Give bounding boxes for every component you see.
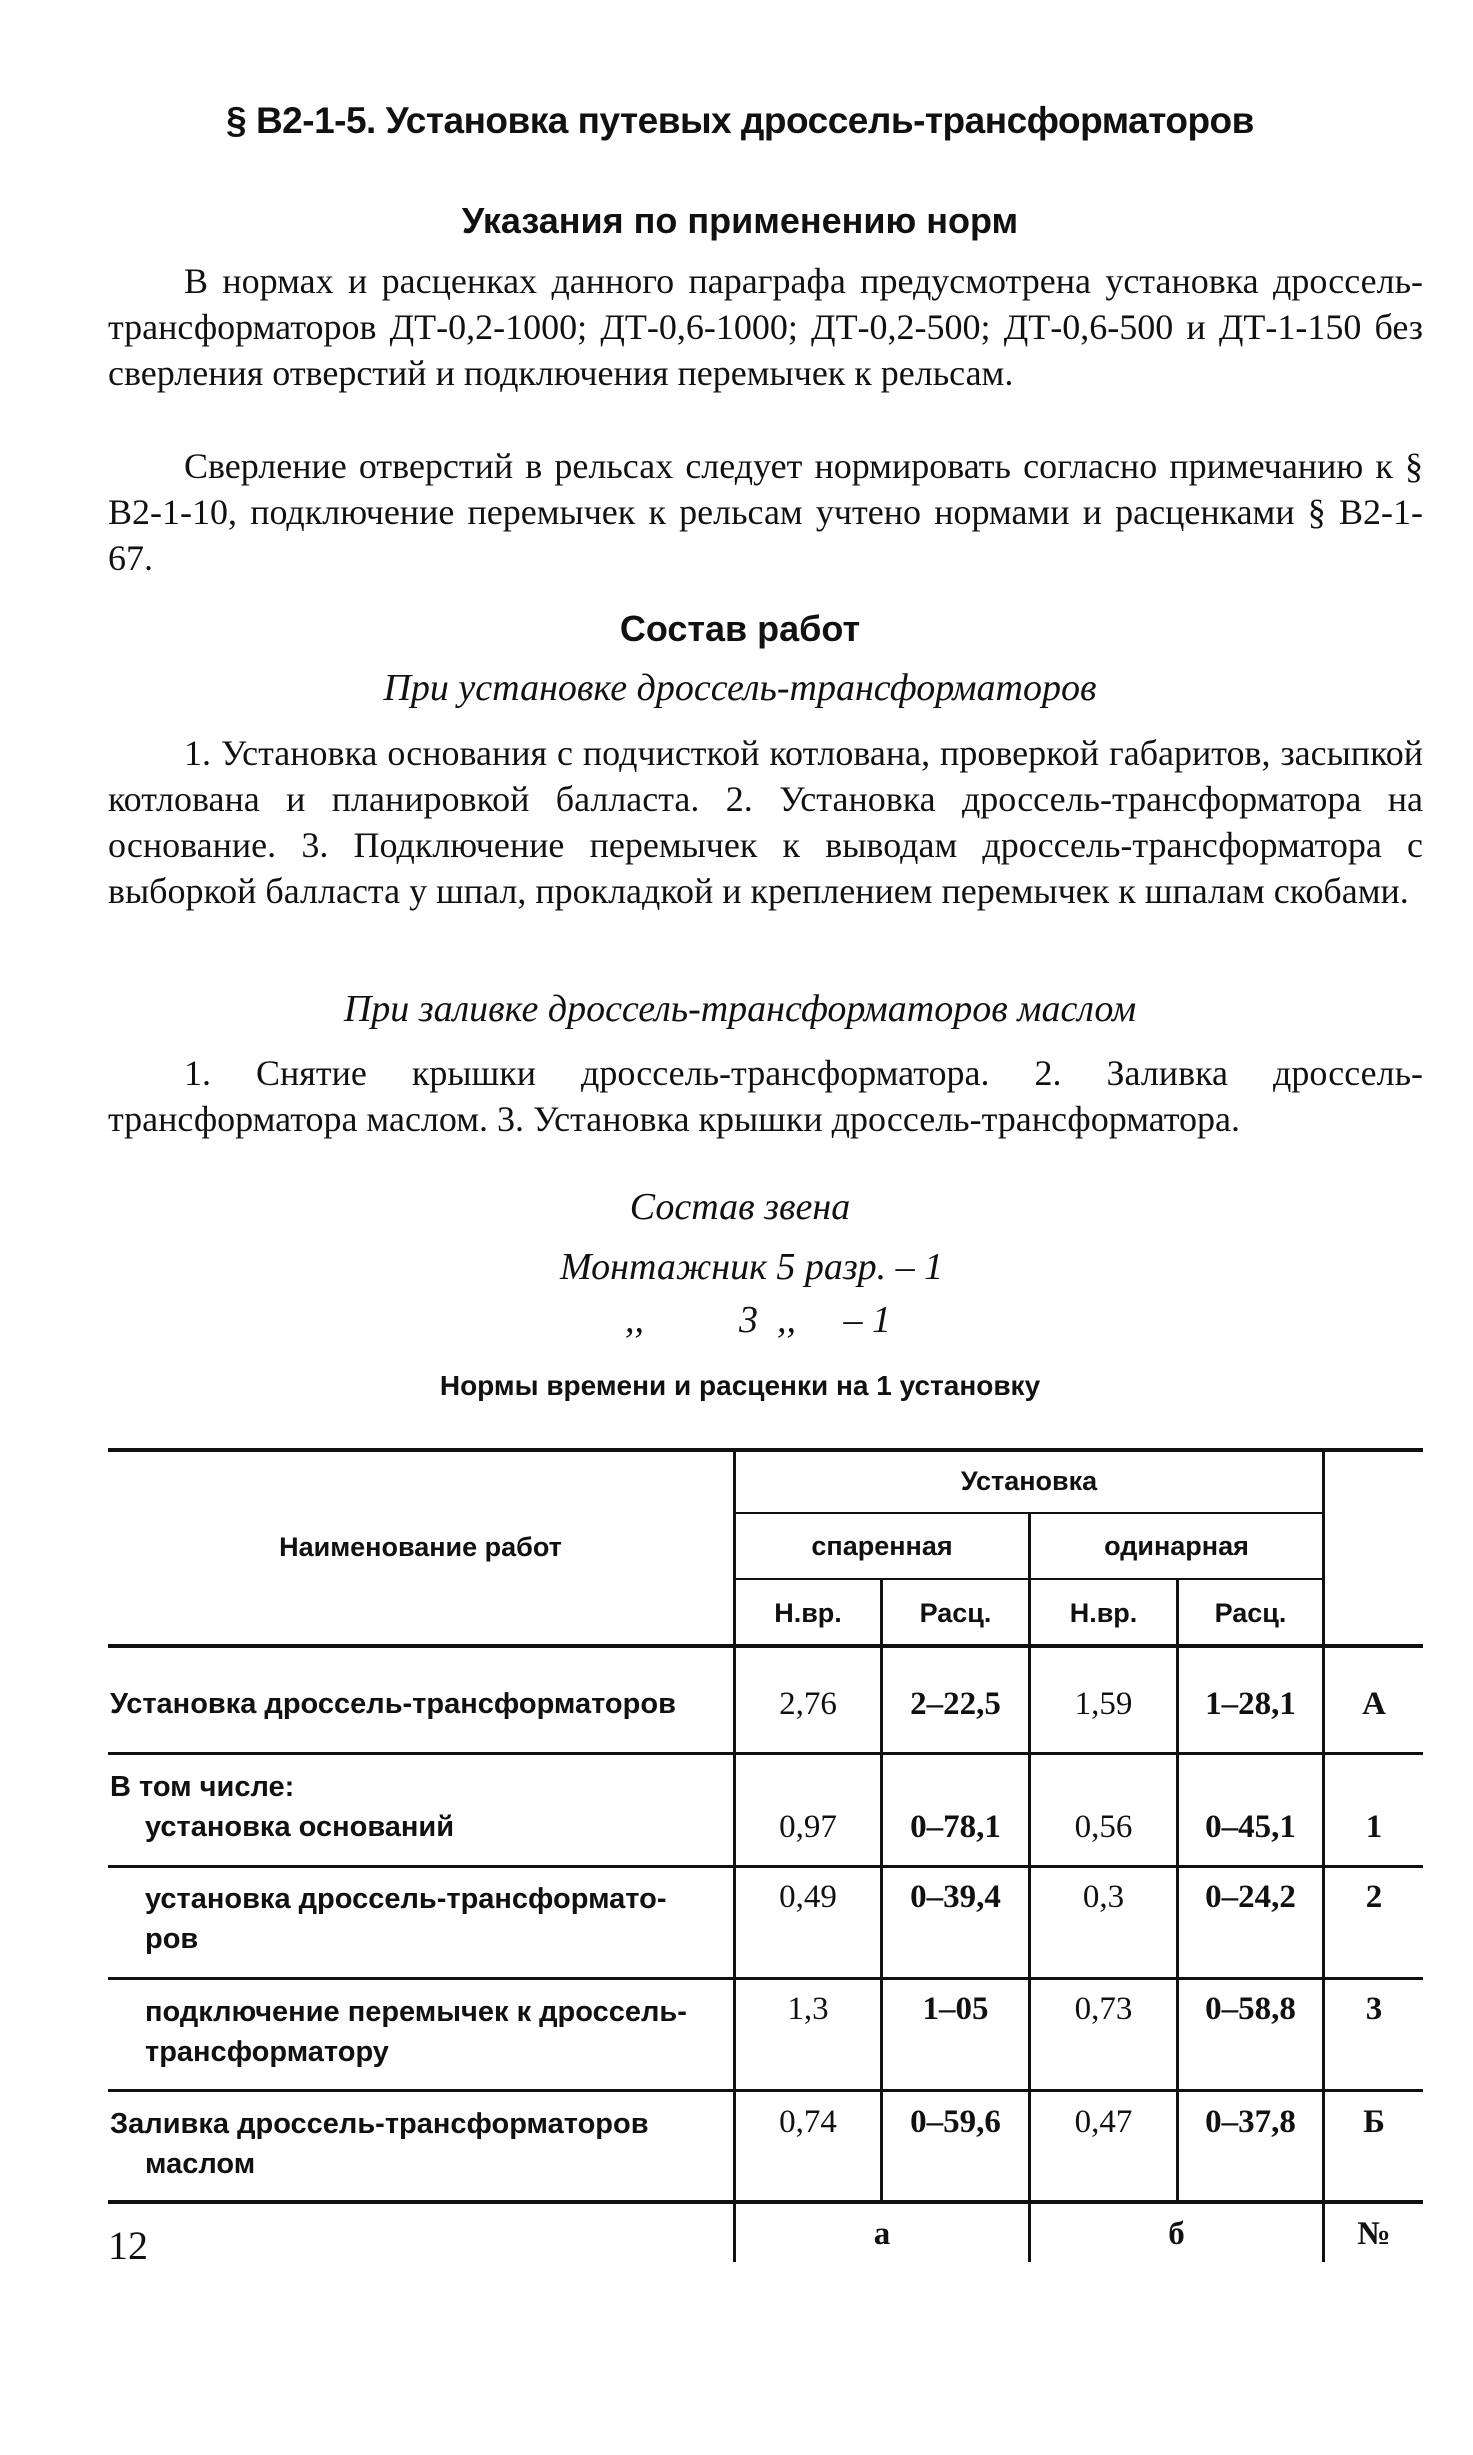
cell-row-number: 3 xyxy=(1365,1991,1383,2027)
cell-nvr-b: 0,3 xyxy=(1082,1879,1125,1915)
oil-subheading: При заливке дроссель-трансформаторов маслом xyxy=(343,988,1137,1030)
cell-rasc-b: 0–45,1 xyxy=(1205,1809,1296,1845)
cell-nvr-b: 0,47 xyxy=(1074,2104,1133,2140)
header-single: одинарная xyxy=(1104,1531,1249,1561)
section-title: § В2-1-5. Установка путевых дроссель-трансформаторов xyxy=(226,100,1254,141)
cell-row-number: 2 xyxy=(1365,1879,1383,1915)
row-name-cont: трансформатору xyxy=(145,2036,389,2068)
table-top-rule xyxy=(108,1448,1423,1452)
cell-nvr-b: 0,73 xyxy=(1074,1991,1133,2027)
cell-rasc-a: 0–59,6 xyxy=(910,2104,1001,2140)
cell-rasc-b: 0–24,2 xyxy=(1205,1879,1296,1915)
cell-rasc-b: 1–28,1 xyxy=(1205,1686,1296,1722)
cell-rasc-b: 0–37,8 xyxy=(1205,2104,1296,2140)
cell-rasc-a: 0–78,1 xyxy=(910,1809,1001,1845)
row-name: Установка дроссель-трансформаторов xyxy=(110,1688,676,1720)
table-rule xyxy=(108,1865,1423,1868)
cell-nvr-a: 2,76 xyxy=(779,1686,837,1722)
row-name-cont: установка оснований xyxy=(145,1811,455,1843)
footer-b: б xyxy=(1168,2216,1185,2252)
cell-nvr-a: 0,74 xyxy=(779,2104,837,2140)
row-name-cont: маслом xyxy=(145,2148,256,2180)
paragraph-2: Сверление отверстий в рельсах следует нормировать согласно примечанию к § В2-1-10, подключение перемычек к рельсам учтено нормами и расценками § В2-1-67. xyxy=(108,446,1423,578)
table-header-rule xyxy=(108,1644,1423,1648)
row-name: Заливка дроссель-трансформаторов xyxy=(110,2108,649,2140)
crew-line-1: Монтажник 5 разр. – 1 xyxy=(560,1246,944,1288)
row-name: В том числе: xyxy=(110,1771,295,1803)
row-name-cont: ров xyxy=(145,1923,199,1955)
header-rasc-b: Расц. xyxy=(1214,1598,1287,1628)
paragraph-1: В нормах и расценках данного параграфа предусмотрена установка дроссель-трансформаторов ДТ-0,2-1000; ДТ-0,6-1000; ДТ-0,2-500; ДТ-0,6-500 и ДТ-1-150 без сверления отверстий и подключения перемычек к рельсам. xyxy=(108,261,1423,393)
install-subheading: При установке дроссель-трансформаторов xyxy=(383,667,1097,709)
table-bottom-rule xyxy=(108,2200,1423,2204)
table-rule xyxy=(108,1752,1423,1755)
install-text: 1. Установка основания с подчисткой котлована, проверкой габаритов, засыпкой котлована и планировкой балласта. 2. Установка дроссель-трансформатора на основание. 3. Подключение перемычек к выводам дроссель-трансформатора с выборкой балласта у шпал, прокладкой и креплением перемычек к шпалам скобами. xyxy=(108,733,1423,911)
table-rule xyxy=(108,1977,1423,1980)
cell-nvr-b: 1,59 xyxy=(1074,1686,1133,1722)
header-nvr-b: Н.вр. xyxy=(1069,1598,1138,1628)
work-composition-heading: Состав работ xyxy=(619,608,861,649)
header-nvr-a: Н.вр. xyxy=(774,1598,842,1628)
header-paired: спаренная xyxy=(811,1531,953,1561)
cell-row-number: 1 xyxy=(1365,1809,1383,1845)
table-rule xyxy=(108,2089,1423,2092)
row-name: подключение перемычек к дроссель- xyxy=(145,1996,687,2028)
table-title: Нормы времени и расценки на 1 установку xyxy=(439,1370,1041,1401)
cell-nvr-a: 0,49 xyxy=(779,1879,837,1915)
cell-rasc-b: 0–58,8 xyxy=(1205,1991,1296,2027)
cell-rasc-a: 1–05 xyxy=(922,1991,989,2027)
header-work-name: Наименование работ xyxy=(279,1532,562,1562)
cell-row-number: Б xyxy=(1363,2104,1385,2140)
crew-line-2: ,, 3 ,, – 1 xyxy=(625,1299,891,1341)
header-rasc-a: Расц. xyxy=(919,1598,992,1628)
oil-text: 1. Снятие крышки дроссель-трансформатора. 2. Заливка дроссель-трансформатора маслом. 3. Установка крышки дроссель-трансформатора. xyxy=(108,1053,1423,1139)
cell-nvr-a: 1,3 xyxy=(787,1991,829,2027)
page-number: 12 xyxy=(108,2223,148,2268)
cell-nvr-b: 0,56 xyxy=(1074,1809,1133,1845)
cell-row-number: А xyxy=(1362,1686,1386,1722)
header-installation: Установка xyxy=(960,1466,1098,1496)
footer-a: а xyxy=(873,2216,891,2252)
cell-nvr-a: 0,97 xyxy=(779,1809,837,1845)
row-name: установка дроссель-трансформато- xyxy=(145,1883,667,1915)
guidelines-heading: Указания по применению норм xyxy=(461,200,1019,241)
cell-rasc-a: 0–39,4 xyxy=(910,1879,1001,1915)
crew-heading: Состав звена xyxy=(629,1186,851,1228)
footer-number-sign: № xyxy=(1357,2216,1391,2252)
cell-rasc-a: 2–22,5 xyxy=(910,1686,1001,1722)
